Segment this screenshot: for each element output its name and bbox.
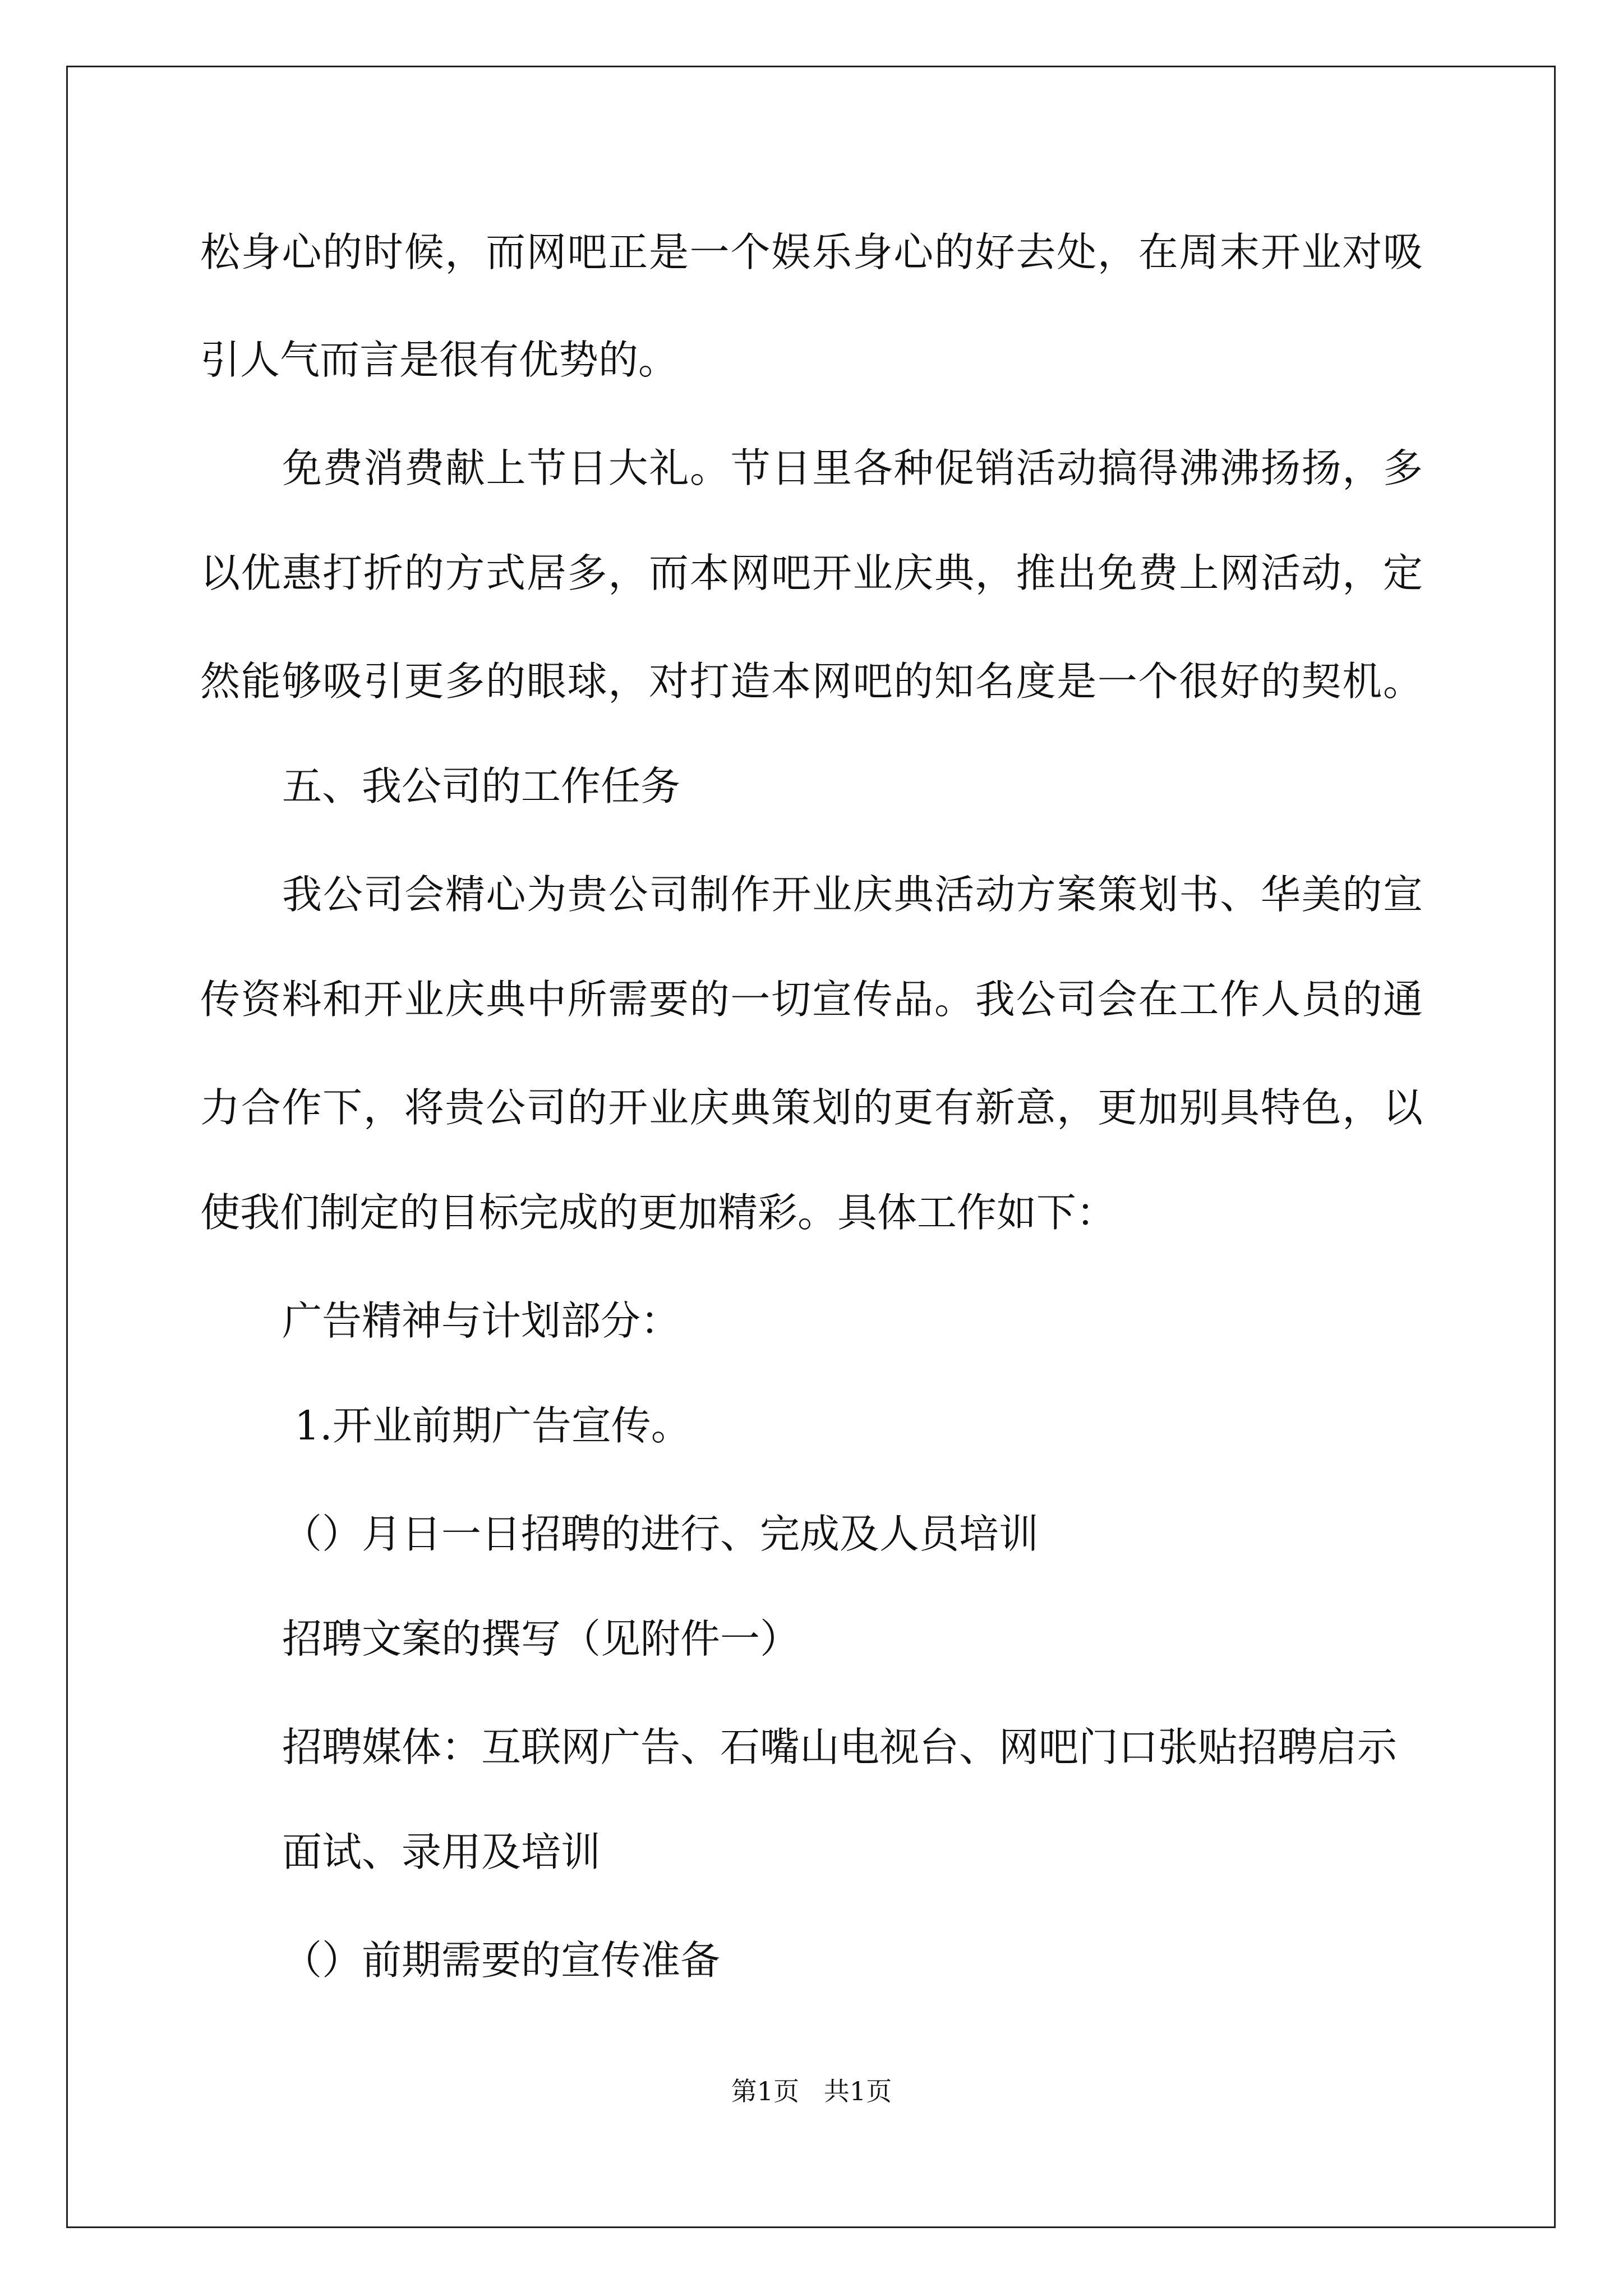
text-line: 松身心的时候，而网吧正是一个娱乐身心的好去处，在周末开业对吸	[200, 229, 1423, 275]
text-line: 招聘媒体：互联网广告、石嘴山电视台、网吧门口张贴招聘启示	[282, 1724, 1398, 1770]
text-line: 然能够吸引更多的眼球，对打造本网吧的知名度是一个很好的契机。	[200, 658, 1423, 705]
text-line: 使我们制定的目标完成的更加精彩。具体工作如下：	[200, 1189, 1117, 1236]
text-line: 免费消费献上节日大礼。节日里各种促销活动搞得沸沸扬扬，多	[282, 445, 1423, 491]
text-line: 传资料和开业庆典中所需要的一切宣传品。我公司会在工作人员的通	[200, 976, 1423, 1023]
text-line: 广告精神与计划部分：	[282, 1297, 681, 1344]
page-footer: 第1页 共1页	[731, 2076, 892, 2106]
section-heading: 五、我公司的工作任务	[282, 763, 681, 809]
text-line: 招聘文案的撰写（见附件一）	[282, 1616, 800, 1662]
text-line: 以优惠打折的方式居多，而本网吧开业庆典，推出免费上网活动，定	[200, 550, 1423, 596]
text-line: 面试、录用及培训	[282, 1829, 601, 1875]
text-line: 引人气而言是很有优势的。	[200, 337, 679, 383]
page-border	[66, 66, 1556, 2228]
text-line: （）前期需要的宣传准备	[282, 1937, 721, 1984]
text-line: 1.开业前期广告宣传。	[294, 1402, 691, 1449]
text-line: 我公司会精心为贵公司制作开业庆典活动方案策划书、华美的宣	[282, 871, 1423, 918]
text-line: （）月日一日招聘的进行、完成及人员培训	[282, 1511, 1039, 1557]
text-line: 力合作下，将贵公司的开业庆典策划的更有新意，更加别具特色，以	[200, 1084, 1423, 1131]
